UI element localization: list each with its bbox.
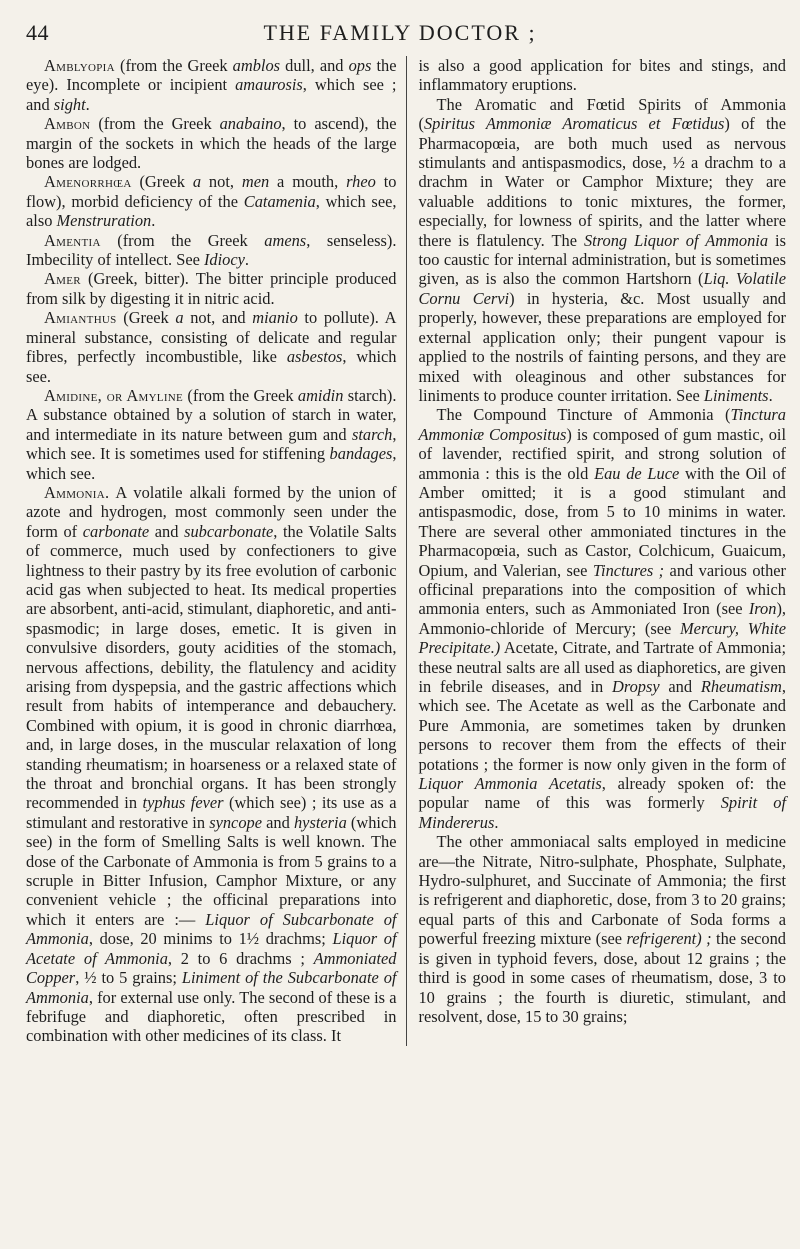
headword: Amianthus bbox=[44, 308, 117, 328]
paragraph-continuation: is also a good application for bites and stings, and inflammatory eruptions. bbox=[418, 56, 786, 95]
headword: Ambon bbox=[44, 114, 91, 134]
page-number: 44 bbox=[26, 20, 49, 45]
entry-ammonia: Ammonia. A volatile alkali formed by the union of azote and hydrogen, most commonly seen under the form of carbonate and subcarbonate, the Volatile Salts of commerce, much used by confectioners to give lightness to their pastry by its free evolution of carbonic acid gas when subjected to heat. Its medical properties are absorbent, anti-acid, stimulant, diaphoretic, and anti-spasmodic; in large doses, emetic. It is given in convulsive disorders, gouty acidities of the stomach, nervous affections, debility, the flatulency and acidity arising from dyspepsia, and the gastric affections which result from habits of intemperance and debauchery. Combined with opium, it is good in chronic diarrhœa, and, in large doses, in the muscular relaxation of long standing rheumatism; in hoarseness or a relaxed state of the throat and bronchial organs. It has been strongly recommended in typhus fever (which see) ; its use as a stimulant and restorative in syncope and hysteria (which see) in the form of Smelling Salts is well known. The dose of the Carbonate of Ammonia is from 5 grains to a scruple in Bitter Infusion, Camphor Mixture, or any convenient vehicle ; the officinal preparations into which it enters are :— Liquor of Subcarbonate of Ammonia, dose, 20 minims to 1½ drachms; Liquor of Acetate of Ammonia, 2 to 6 drachms ; Ammoniated Copper, ½ to 5 grains; Liniment of the Subcarbonate of Ammonia, for external use only. The second of these is a febrifuge and diaphoretic, often prescribed in combination with other medicines of its class. It bbox=[26, 482, 397, 1046]
headword: Amenorrhœa bbox=[44, 172, 132, 192]
entry-ambon: Ambon (from the Greek anabaino, to ascend), the margin of the sockets in which the heads of the large bones are lodged. bbox=[26, 114, 397, 173]
paragraph-spirits: The Aromatic and Fœtid Spirits of Ammonia (Spiritus Ammoniæ Aromaticus et Fœtidus) of the Pharmacopœia, are both much used as nervous stimulants and antispasmodics, dose, ½ a drachm to a drachm in Water or Camphor Mixture; they are valuable additions to tonic mixtures, the former, especially, for lowness of spirits, and the latter where there is flatulency. The Strong Liquor of Ammonia is too caustic for internal administration, but is sometimes given, as is also the common Hartshorn (Liq. Volatile Cornu Cervi) in hysteria, &c. Most usually and properly, however, these preparations are employed for external application only; their pungent vapour is applied to the nostrils of fainting persons, and they are mixed with oleaginous and other substances for liniments to produce counter irritation. See Liniments. bbox=[418, 94, 787, 405]
headword: Amer bbox=[44, 269, 81, 289]
entry-amer: Amer (Greek, bitter). The bitter principle produced from silk by digesting it in nitric acid. bbox=[26, 269, 397, 308]
headword: Amblyopia bbox=[44, 56, 115, 75]
entry-amentia: Amentia (from the Greek amens, senseless). Imbecility of intellect. See Idiocy. bbox=[26, 230, 397, 270]
right-column bbox=[407, 56, 786, 1046]
headword: Amentia bbox=[44, 230, 101, 250]
left-column bbox=[26, 56, 407, 1046]
entry-amianthus: Amianthus (Greek a not, and mianio to pollute). A mineral substance, consisting of delicate and regular fibres, perfectly incombustible, like asbestos, which see. bbox=[26, 308, 397, 386]
entry-amenorrhoea: Amenorrhœa (Greek a not, men a mouth, rheo to flow), morbid deficiency of the Catamenia, which see, also Menstruration. bbox=[26, 172, 397, 231]
page-header bbox=[26, 14, 774, 54]
headword: Ammonia bbox=[44, 482, 105, 502]
paragraph-compound-tincture: The Compound Tincture of Ammonia (Tinctura Ammoniæ Compositus) is composed of gum mastic, oil of lavender, rectified spirit, and strong solution of ammonia : this is the old Eau de Luce with the Oil of Amber omitted; it is a good stimulant and antispasmodic, dose, from 5 to 10 minims in water. There are several other ammoniated tinctures in the Pharmacopœia, such as Castor, Colchicum, Guaicum, Opium, and Valerian, see Tinctures ; and various other officinal preparations into the composition of which ammonia enters, such as Ammoniated Iron (see Iron), Ammonio-chloride of Mercury; (see Mercury, White Precipitate.) Acetate, Citrate, and Tartrate of Ammonia; these neutral salts are all used as diaphoretics, are given in febrile diseases, and in Dropsy and Rheumatism, which see. The Acetate as well as the Carbonate and Pure Ammonia, are sometimes taken by drunken persons to recover them from the effects of their potations ; the former is now only given in the form of Liquor Ammonia Acetatis, already spoken of: the popular name of this was formerly Spirit of Mindererus. bbox=[418, 405, 787, 832]
text-columns bbox=[26, 56, 786, 1046]
entry-amblyopia: Amblyopia (from the Greek amblos dull, and ops the eye). Incomplete or incipient amaurosis, which see ; and sight. bbox=[26, 56, 397, 114]
running-title: THE FAMILY DOCTOR ; bbox=[263, 20, 537, 45]
headword: Amidine, or Amyline bbox=[44, 385, 184, 405]
entry-amidine: Amidine, or Amyline (from the Greek amidin starch). A substance obtained by a solution of starch in water, and intermediate in its nature between gum and starch, which see. It is sometimes used for stiffening bandages, which see. bbox=[26, 385, 397, 483]
paragraph-ammoniacal-salts: The other ammoniacal salts employed in medicine are—the Nitrate, Nitro-sulphate, Phosphate, Sulphate, Hydro-sulphuret, and Succinate of Ammonia; the first is refrigerent and diaphoretic, dose, from 3 to 20 grains; equal parts of this and Carbonate of Soda forms a powerful freezing mixture (see refrigerent) ; the second is given in typhoid fevers, dose, about 12 grains ; the third is good in some cases of rheumatism, dose, 3 to 10 grains ; the fourth is diuretic, stimulant, and resolvent, dose, 15 to 30 grains; bbox=[418, 832, 786, 1026]
